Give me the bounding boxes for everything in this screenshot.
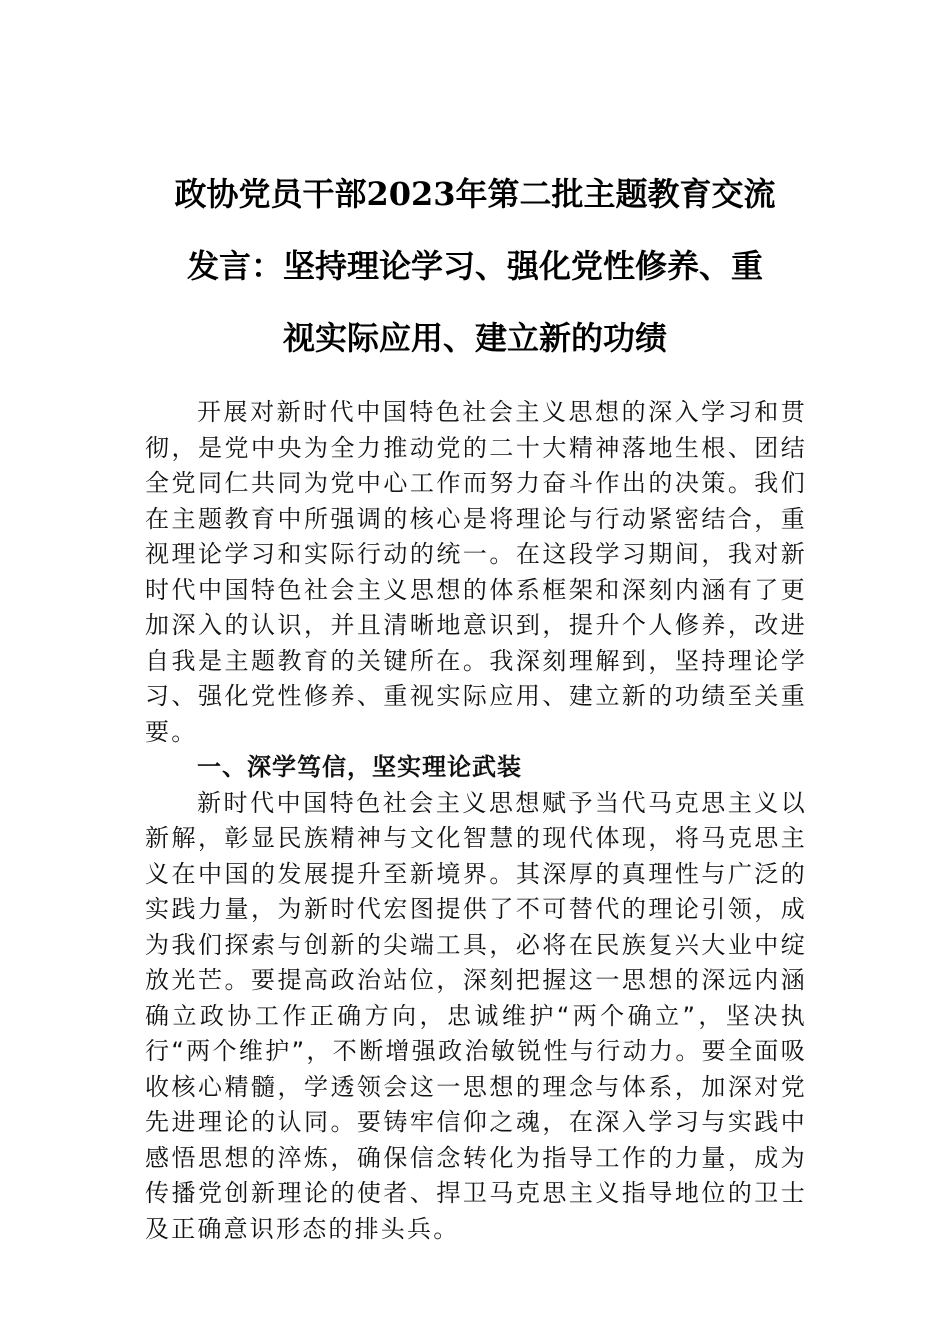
- intro-paragraph: 开展对新时代中国特色社会主义思想的深入学习和贯彻，是党中央为全力推动党的二十大精神落地生根、团结全党同仁共同为党中心工作而努力奋斗作出的决策。我们在主题教育中所强调的核心是将理论与行动紧密结合，重视理论学习和实际行动的统一。在这段学习期间，我对新时代中国特色社会主义思想的体系框架和深刻内涵有了更加深入的认识，并且清晰地意识到，提升个人修养，改进自我是主题教育的关键所在。我深刻理解到，坚持理论学习、强化党性修养、重视实际应用、建立新的功绩至关重要。: [145, 398, 807, 746]
- section-1-paragraph: 新时代中国特色社会主义思想赋予当代马克思主义以新解，彰显民族精神与文化智慧的现代体现，将马克思主义在中国的发展提升至新境界。其深厚的真理性与广泛的实践力量，为新时代宏图提供了不可替代的理论引领，成为我们探索与创新的尖端工具，必将在民族复兴大业中绽放光芒。要提高政治站位，深刻把握这一思想的深远内涵确立政协工作正确方向，忠诚维护“两个确立”，坚决执行“两个维护”，不断增强政治敏锐性与行动力。要全面吸收核心精髓，学透领会这一思想的理念与体系，加深对党先进理论的认同。要铸牢信仰之魂，在深入学习与实践中感悟思想的淬炼，确保信念转化为指导工作的力量，成为传播党创新理论的使者、捍卫马克思主义指导地位的卫士及正确意识形态的排头兵。: [145, 788, 807, 1243]
- section-heading-1: 一、深学笃信，坚实理论武装: [197, 753, 522, 781]
- document-body: [145, 395, 807, 1247]
- title-line-2: 发言：坚持理论学习、强化党性修养、重: [186, 247, 763, 285]
- title-line-1: 政协党员干部2023年第二批主题教育交流: [174, 175, 776, 213]
- title-line-3: 视实际应用、建立新的功绩: [282, 319, 667, 357]
- document-title: [140, 158, 810, 374]
